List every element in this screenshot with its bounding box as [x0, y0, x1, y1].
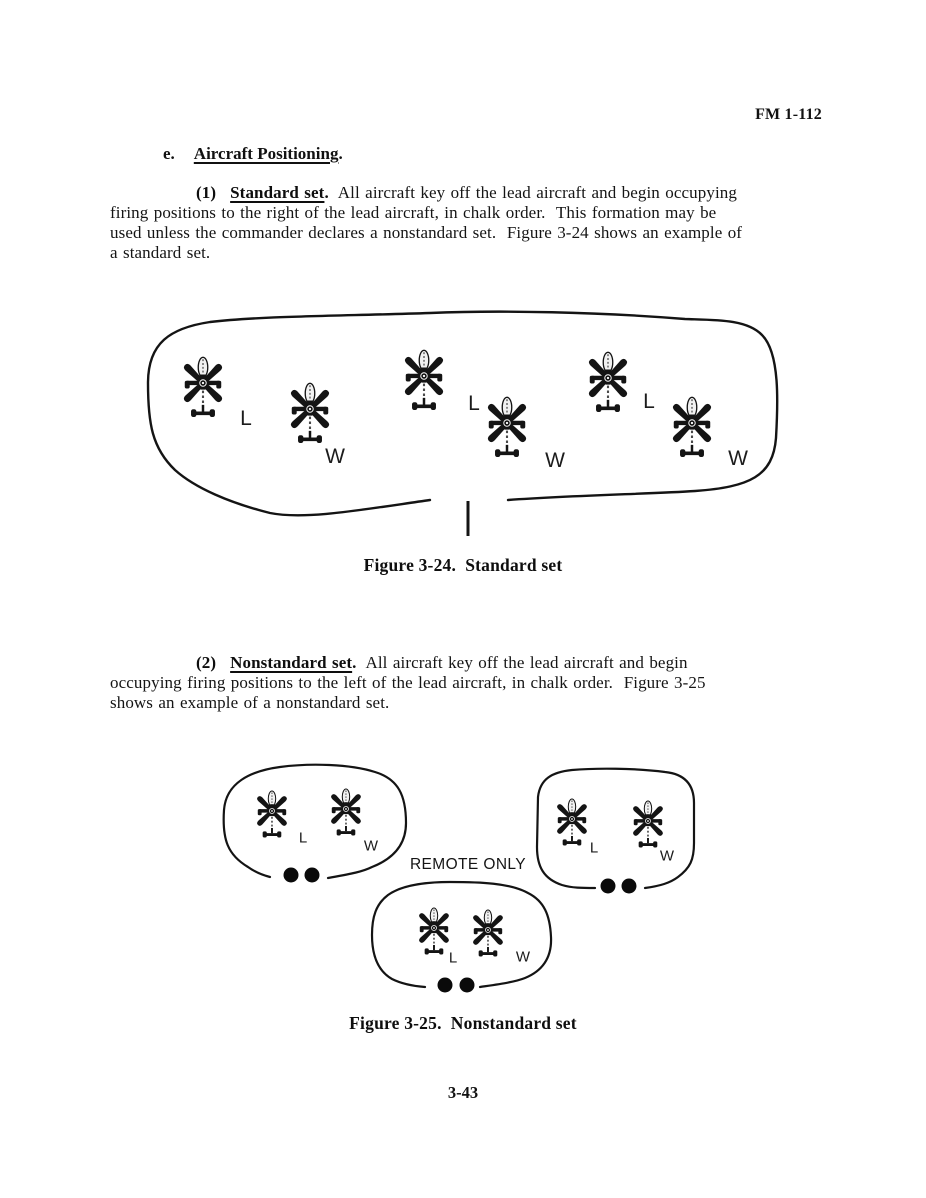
- paragraph-line: [110, 183, 830, 203]
- lead-label: L: [448, 949, 458, 967]
- helicopter-icon: [290, 383, 331, 443]
- paragraph-term: Nonstandard set: [230, 653, 353, 672]
- helicopter-icon: [330, 789, 362, 835]
- lead-label: L: [298, 829, 308, 847]
- helicopter-icon: [632, 801, 664, 847]
- position-dot: [601, 879, 616, 894]
- wingman-label: W: [659, 847, 675, 865]
- wingman-label: W: [325, 445, 345, 468]
- lead-label: L: [468, 392, 480, 415]
- lead-label: L: [240, 407, 252, 430]
- helicopter-icon: [556, 799, 588, 845]
- section-letter: e.: [163, 144, 175, 163]
- paragraph-standard-set: [110, 183, 830, 263]
- helicopter-icon: [183, 357, 224, 417]
- paragraph-line: occupying firing positions to the left of the lead aircraft, in chalk order. Figure 3-25: [110, 673, 706, 692]
- formation-boundary-outline: [372, 882, 551, 987]
- helicopter-icon: [404, 350, 445, 410]
- remote-only-label: REMOTE ONLY: [409, 856, 527, 873]
- paragraph-text: All aircraft key off the lead aircraft and begin occupying: [337, 183, 737, 202]
- paragraph-line: firing positions to the right of the lead aircraft, in chalk order. This formation may be: [110, 203, 717, 222]
- position-dot: [438, 978, 453, 993]
- position-dot: [284, 868, 299, 883]
- paragraph-text: All aircraft key off the lead aircraft and begin: [365, 653, 688, 672]
- wingman-label: W: [363, 837, 379, 855]
- section-heading: [163, 144, 343, 164]
- position-dot: [460, 978, 475, 993]
- position-dot: [305, 868, 320, 883]
- paragraph-line: used unless the commander declares a nonstandard set. Figure 3-24 shows an example of: [110, 223, 743, 242]
- helicopter-icon: [472, 910, 504, 956]
- paragraph-number: (2): [196, 653, 217, 672]
- figure-3-25-diagram: [210, 755, 710, 1000]
- wingman-label: W: [728, 447, 748, 470]
- nonstandard-set-drawing: [210, 755, 710, 1000]
- helicopter-icon: [418, 908, 450, 954]
- paragraph-term-period: .: [324, 183, 329, 202]
- paragraph-term-period: .: [352, 653, 357, 672]
- figure-3-25-caption: Figure 3-25. Nonstandard set: [349, 1013, 577, 1033]
- wingman-label: W: [545, 449, 565, 472]
- position-dot: [622, 879, 637, 894]
- doc-reference-header: FM 1-112: [755, 106, 822, 123]
- section-title: Aircraft Positioning: [193, 144, 339, 163]
- paragraph-line: shows an example of a nonstandard set.: [110, 693, 390, 712]
- wingman-label: W: [515, 948, 531, 966]
- section-title-period: .: [338, 144, 343, 163]
- lead-label: L: [589, 839, 599, 857]
- figure-3-24-caption: Figure 3-24. Standard set: [363, 555, 563, 575]
- page-number: 3-43: [447, 1083, 479, 1102]
- helicopter-icon: [588, 352, 629, 412]
- paragraph-number: (1): [196, 183, 217, 202]
- paragraph-line: a standard set.: [110, 243, 211, 262]
- lead-label: L: [643, 390, 655, 413]
- formation-boundary-outline: [224, 765, 406, 878]
- helicopter-icon: [487, 397, 528, 457]
- figure-3-24-diagram: [140, 298, 796, 550]
- standard-set-drawing: [140, 298, 796, 550]
- paragraph-line: [110, 653, 830, 673]
- paragraph-nonstandard-set: [110, 653, 830, 713]
- paragraph-term: Standard set: [230, 183, 325, 202]
- helicopter-icon: [256, 791, 288, 837]
- helicopter-icon: [672, 397, 713, 457]
